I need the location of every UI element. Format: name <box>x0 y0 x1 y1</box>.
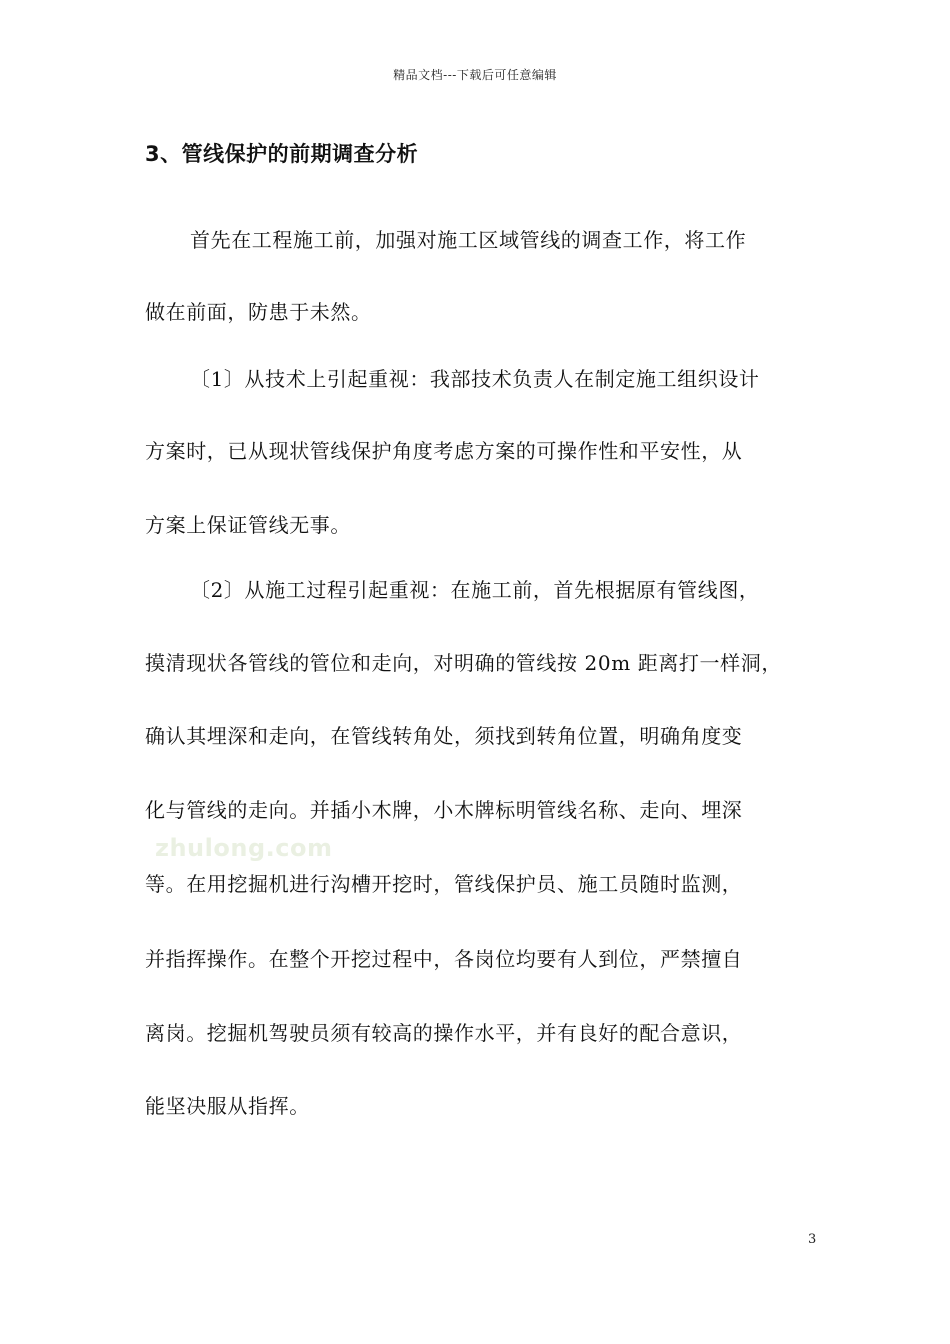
paragraph-line: 方案时，已从现状管线保护角度考虑方案的可操作性和平安性，从 <box>145 439 743 463</box>
watermark: zhulong.com <box>155 834 333 862</box>
paragraph-line: 〔2〕从施工过程引起重视：在施工前，首先根据原有管线图， <box>190 578 760 602</box>
paragraph-line: 做在前面，防患于未然。 <box>145 300 372 324</box>
section-title: 3、管线保护的前期调查分析 <box>145 142 419 166</box>
paragraph-line: 摸清现状各管线的管位和走向，对明确的管线按 20m 距离打一样洞， <box>145 651 782 675</box>
paragraph-line: 〔1〕从技术上引起重视：我部技术负责人在制定施工组织设计 <box>190 367 760 391</box>
paragraph-line: 方案上保证管线无事。 <box>145 513 351 537</box>
paragraph-line: 确认其埋深和走向，在管线转角处，须找到转角位置，明确角度变 <box>145 724 743 748</box>
paragraph-line: 等。在用挖掘机进行沟槽开挖时，管线保护员、施工员随时监测， <box>145 872 743 896</box>
paragraph-line: 离岗。挖掘机驾驶员须有较高的操作水平，并有良好的配合意识， <box>145 1021 743 1045</box>
paragraph-line: 首先在工程施工前，加强对施工区域管线的调查工作，将工作 <box>190 228 747 252</box>
paragraph-line: 化与管线的走向。并插小木牌，小木牌标明管线名称、走向、埋深 <box>145 798 743 822</box>
paragraph-line: 并指挥操作。在整个开挖过程中，各岗位均要有人到位，严禁擅自 <box>145 947 743 971</box>
page-header: 精品文档---下载后可任意编辑 <box>393 68 557 82</box>
page-number: 3 <box>808 1232 817 1247</box>
paragraph-line: 能坚决服从指挥。 <box>145 1094 310 1118</box>
